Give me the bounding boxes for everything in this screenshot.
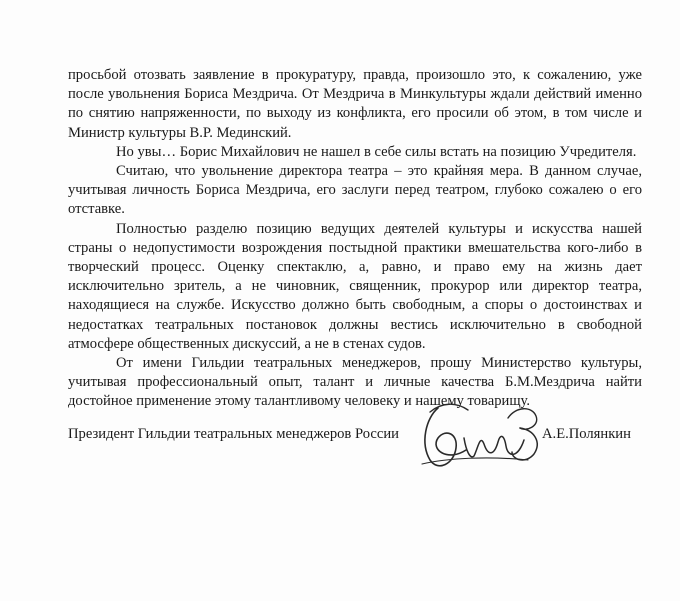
signatory-name: А.Е.Полянкин bbox=[542, 426, 631, 442]
handwritten-signature bbox=[408, 398, 568, 478]
paragraph-1: просьбой отозвать заявление в прокуратуру, правда, произошло это, к сожалению, уже после увольнения Бориса Мездрича. От Мездрича в Минкультуры ждали действий именно по снятию напряженности, по выходу из конфликта, его просили об этом, в том числе и Министр культуры В.Р. Мединский. bbox=[68, 67, 642, 141]
paragraph-3: Считаю, что увольнение директора театра – это крайняя мера. В данном случае, учитывая личность Бориса Мездрича, его заслуги перед театром, глубоко сожалею о его отставке. bbox=[68, 163, 642, 218]
signatory-title: Президент Гильдии театральных менеджеров России bbox=[68, 426, 399, 442]
paragraph-4: Полностью разделю позицию ведущих деятелей культуры и искусства нашей страны о недопустимости возрождения постыдной практики вмешательства кого-либо в творческий процесс. Оценку спектаклю, а, равно, и право ему на жизнь дает исключительно зритель, а не чиновник, священник, прокурор или директор театра, находящиеся на службе. Искусство должно быть свободным, а споры о достоинствах и недостатках театральных постановок должны вестись исключительно в свободной атмосфере общественных дискуссий, а не в стенах судов. bbox=[68, 220, 642, 352]
paragraph-2: Но увы… Борис Михайлович не нашел в себе силы встать на позицию Учредителя. bbox=[116, 143, 637, 160]
paragraph-5: От имени Гильдии театральных менеджеров, прошу Министерство культуры, учитывая профессиональный опыт, талант и личные качества Б.М.Мездрича найти достойное применение этому талантливому человеку и нашему товарищу. bbox=[68, 355, 642, 410]
signature-scribble bbox=[408, 398, 568, 478]
letter-body bbox=[68, 66, 642, 412]
